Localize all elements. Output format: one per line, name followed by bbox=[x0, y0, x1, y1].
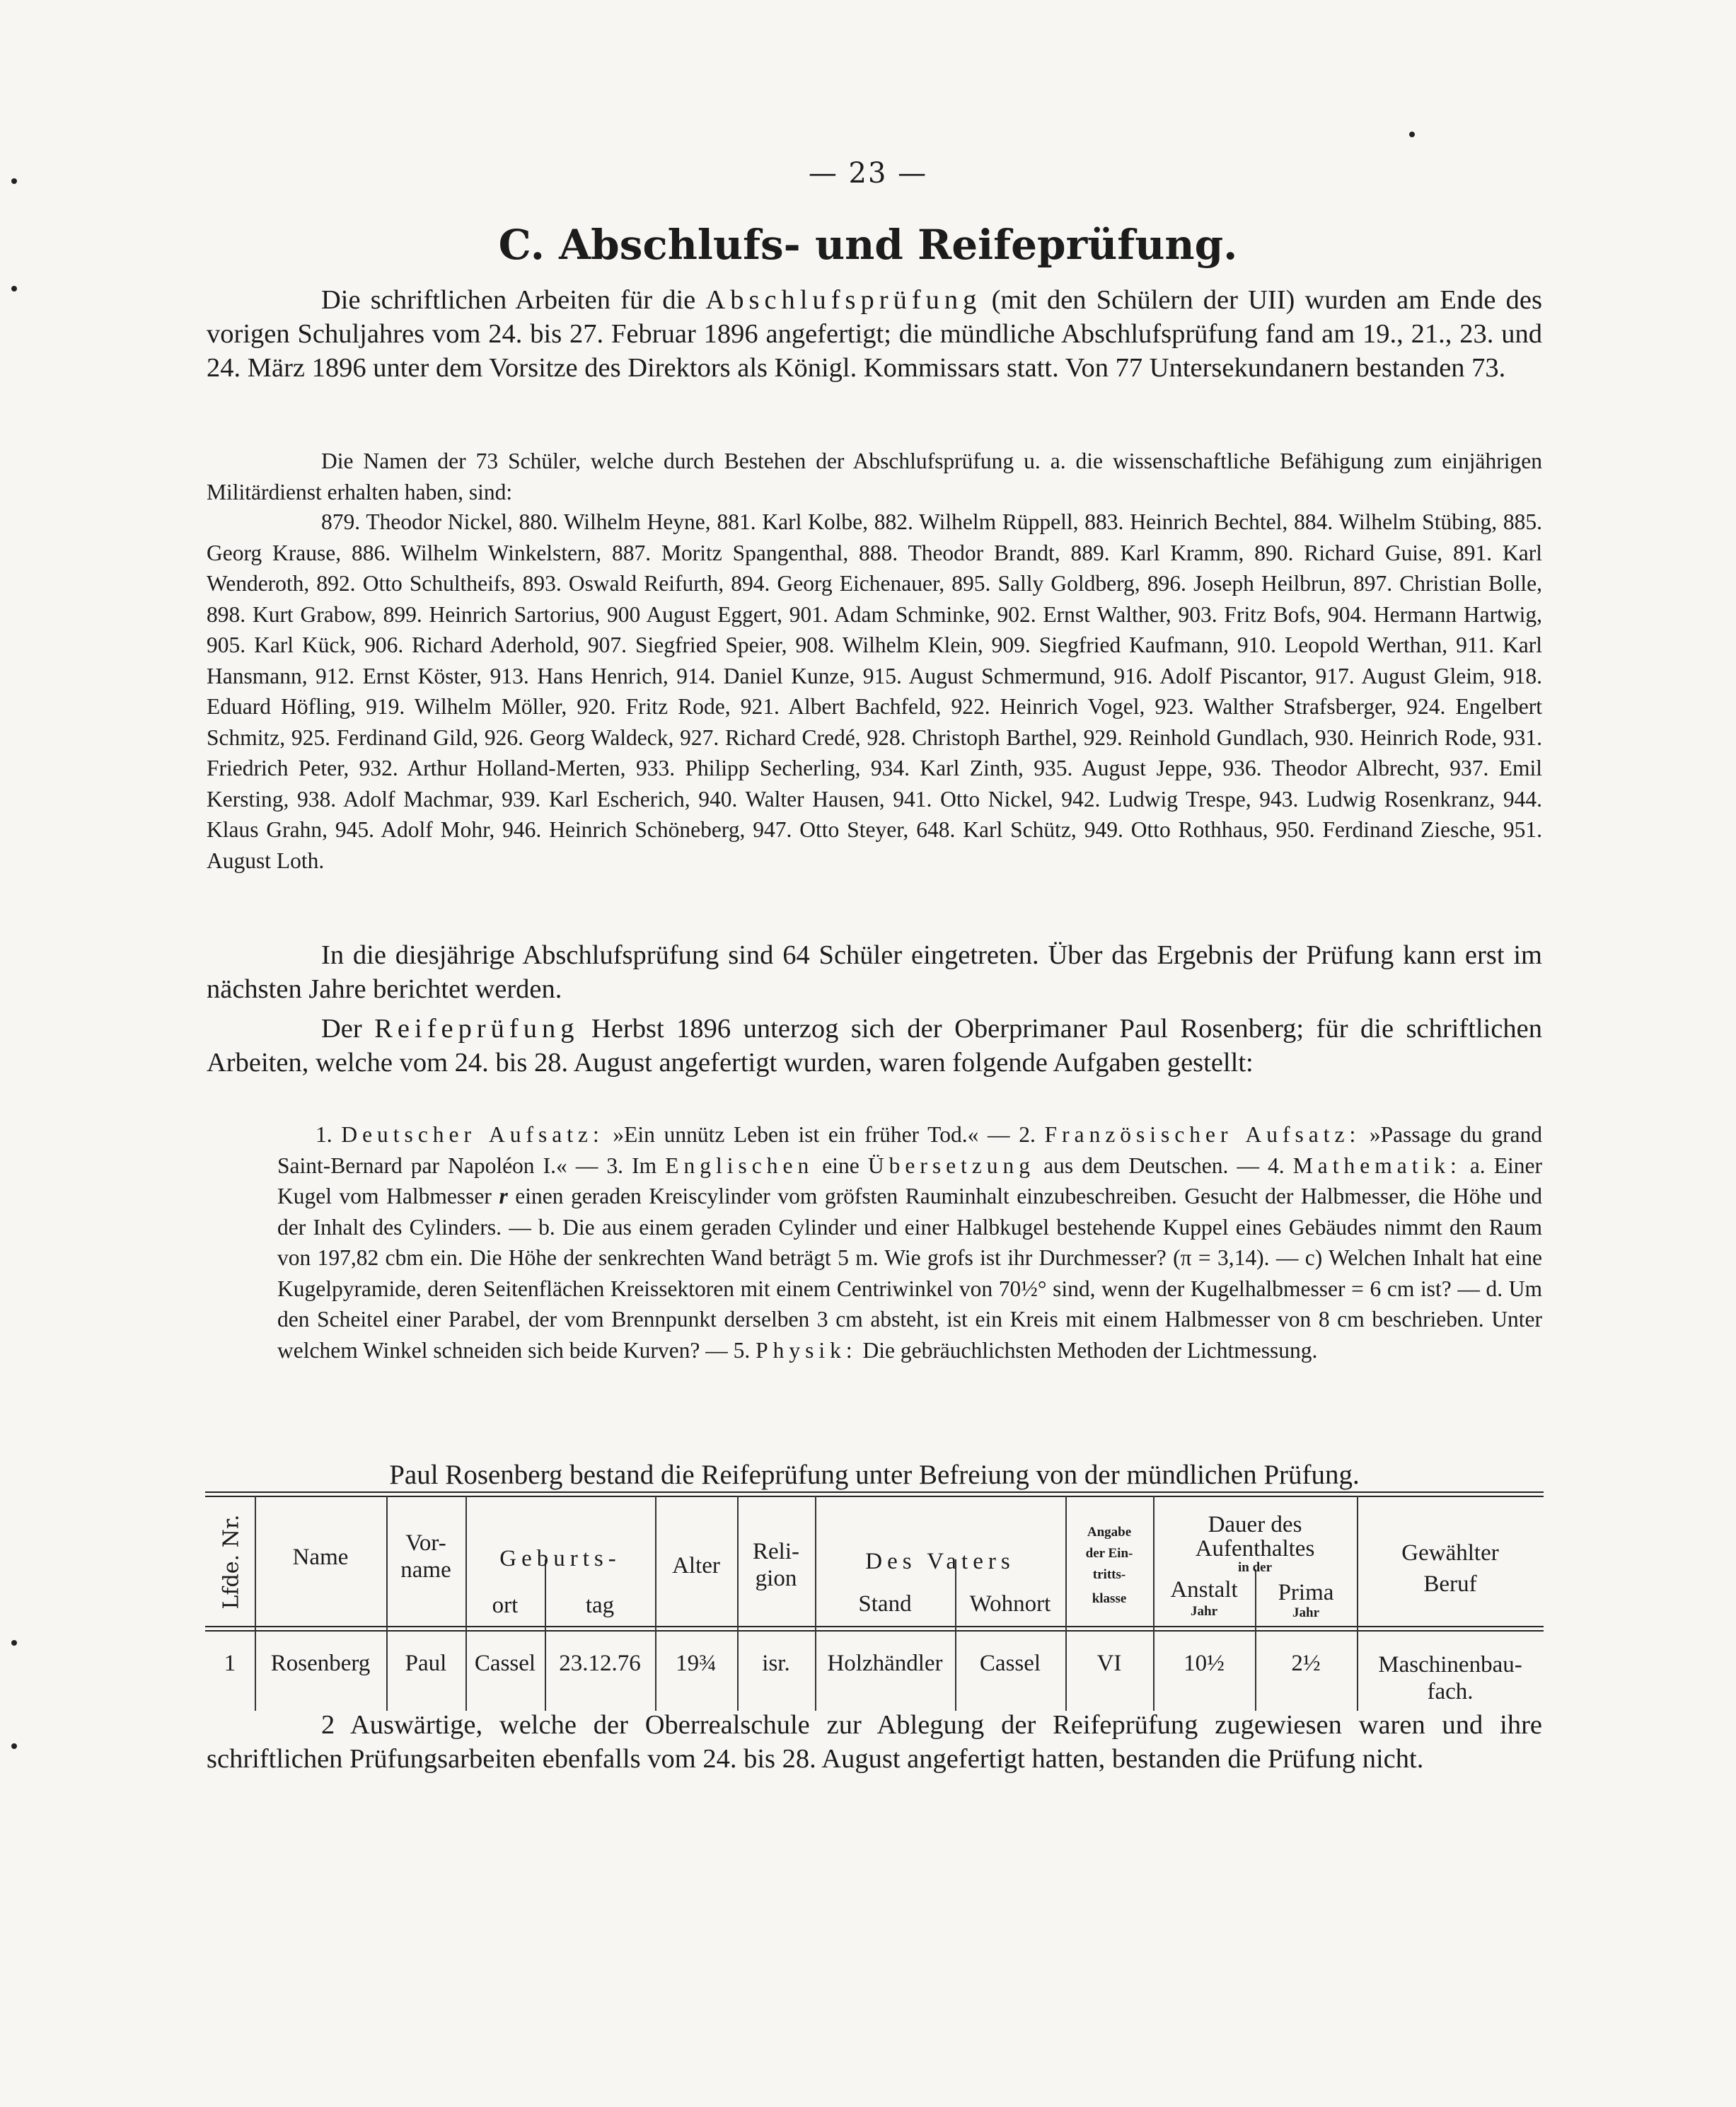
task-2-text: »Passage du grand Saint-Bernard par Napoléon I.« — 3. Im bbox=[277, 1122, 1543, 1178]
p1-text-continued: (mit den Schülern der UII) wurden am Ende des vorigen Schuljahres vom 24. bis 27. Februar 1896 angefertigt; die mündliche Abschlufsprüfung fand am 19., 21., 23. und 24. März 1896 unter dem Vorsitze des Direktors als Königl. Kommissars statt. Von 77 Untersekundanern bestanden 73. bbox=[207, 285, 1542, 383]
row-religion: isr. bbox=[762, 1651, 790, 1676]
row-alter: 19¾ bbox=[676, 1651, 717, 1676]
row-geburtsort: Cassel bbox=[474, 1651, 536, 1676]
header-dauer-1: Dauer des bbox=[1208, 1512, 1302, 1537]
table-top-rule bbox=[205, 1491, 1544, 1493]
paragraph-external-candidates: 2 Auswärtige, welche der Oberrealschule zur Ablegung der Reifeprüfung zugewiesen waren und ihre schriftlichen Prüfungsarbeiten ebenfalls vom 24. bis 28. August angefertigt hatten, bestanden die Prüfung nicht. bbox=[207, 1710, 1542, 1774]
paragraph-reifepruefung bbox=[207, 1012, 1542, 1080]
header-wohnort: Wohnort bbox=[969, 1591, 1051, 1617]
paragraph-current-exam: In die diesjährige Abschlufsprüfung sind 64 Schüler eingetreten. Über das Ergebnis der Prüfung kann erst im nächsten Jahre berichtet werden. bbox=[207, 940, 1542, 1004]
header-eintritt-3: tritts- bbox=[1092, 1567, 1126, 1582]
table-header-rule bbox=[205, 1626, 1544, 1627]
col-divider bbox=[255, 1496, 256, 1711]
header-eintritt-4: klasse bbox=[1092, 1591, 1127, 1606]
p4-text: Der bbox=[321, 1014, 375, 1044]
page-number: — 23 — bbox=[808, 157, 928, 190]
header-eintritt-1: Angabe bbox=[1087, 1525, 1132, 1540]
col-divider bbox=[737, 1496, 739, 1711]
col-divider bbox=[386, 1496, 388, 1711]
speck-mark bbox=[11, 1743, 17, 1749]
speck-mark bbox=[11, 1640, 17, 1646]
task-5-label: Physik: bbox=[756, 1337, 857, 1363]
header-alter: Alter bbox=[672, 1553, 720, 1578]
task-3-mid: eine bbox=[814, 1153, 868, 1178]
names-list: 879. Theodor Nickel, 880. Wilhelm Heyne, 881. Karl Kolbe, 882. Wilhelm Rüppell, 883. Heinrich Bechtel, 884. Wilhelm Stübing, 885. Georg Krause, 886. Wilhelm Winkelstern, 887. Moritz Spangenthal, 888. Theodor Brandt, 889. Karl Kramm, 890. Richard Guise, 891. Karl Wenderoth, 892. Otto Schultheifs, 893. Oswald Reifurth, 894. Georg Eichenauer, 895. Sally Goldberg, 896. Joseph Heilbrun, 897. Christian Bolle, 898. Kurt Grabow, 899. Heinrich Sartorius, 900 August Eggert, 901. Adam Schminke, 902. Ernst Walther, 903. Fritz Bofs, 904. Hermann Hartwig, 905. Karl Kück, 906. Richard Aderhold, 907. Siegfried Speier, 908. Wilhelm Klein, 909. Siegfried Kaufmann, 910. Leopold Werthan, 911. Karl Hansmann, 912. Ernst Köster, 913. Hans Henrich, 914. Daniel Kunze, 915. August Schmermund, 916. Adolf Piscantor, 917. August Gleim, 918. Eduard Höfling, 919. Wilhelm Möller, 920. Fritz Rode, 921. Albert Bachfeld, 922. Heinrich Vogel, 923. Walther Strafsberger, 924. Engelbert Schmitz, 925. Ferdinand Gild, 926. Georg Waldeck, 927. Richard Credé, 928. Christoph Barthel, 929. Reinhold Gundlach, 930. Heinrich Rode, 931. Friedrich Peter, 932. Arthur Holland-Merten, 933. Philipp Secherling, 934. Karl Zinth, 935. August Jeppe, 936. Theodor Albrecht, 937. Emil Kersting, 938. Adolf Machmar, 939. Karl Escherich, 940. Walter Hausen, 941. Otto Nickel, 942. Ludwig Trespe, 943. Ludwig Rosenkranz, 944. Klaus Grahn, 945. Adolf Mohr, 946. Heinrich Schöneberg, 947. Otto Steyer, 648. Karl Schütz, 949. Otto Rothhaus, 950. Ferdinand Ziesche, 951. August Loth. bbox=[207, 509, 1542, 873]
task-2-label: Französischer Aufsatz: bbox=[1044, 1122, 1361, 1147]
task-3-label-2: Übersetzung bbox=[867, 1153, 1036, 1178]
task-1-label: Deutscher Aufsatz: bbox=[341, 1122, 604, 1147]
task-1-number: 1. bbox=[316, 1122, 342, 1147]
p4-spaced-term: Reifeprüfung bbox=[374, 1014, 579, 1044]
p4-text-continued: Herbst 1896 unterzog sich der Oberprimaner Paul Rosenberg; für die schriftlichen Arbeiten, welche vom 24. bis 28. August angefertigt wurden, waren folgende Aufgaben gestellt: bbox=[207, 1014, 1542, 1078]
task-4-text-a: a. Einer Kugel vom Halbmesser bbox=[277, 1153, 1542, 1208]
header-dauer-2: Aufenthaltes bbox=[1195, 1536, 1315, 1562]
section-title: C. Abschlufs- und Reifeprüfung. bbox=[498, 221, 1238, 269]
header-tag: tag bbox=[585, 1593, 615, 1618]
header-geburts: Geburts- bbox=[499, 1546, 621, 1571]
header-lfde-nr: Lfde. Nr. bbox=[219, 1514, 244, 1610]
task-4-variable: r bbox=[499, 1184, 508, 1208]
col-divider bbox=[545, 1559, 546, 1711]
speck-mark bbox=[11, 286, 17, 291]
table-heading: Paul Rosenberg bestand die Reifeprüfung unter Befreiung von der mündlichen Prüfung. bbox=[389, 1460, 1360, 1490]
row-vorname: Paul bbox=[405, 1651, 447, 1676]
table-top-rule-2 bbox=[205, 1496, 1544, 1497]
p1-spaced-term: Abschlufsprüfung bbox=[705, 285, 982, 315]
col-divider bbox=[955, 1559, 956, 1711]
col-divider bbox=[655, 1496, 656, 1711]
row-stand: Holzhändler bbox=[827, 1651, 943, 1676]
header-beruf-1: Gewählter bbox=[1401, 1540, 1499, 1566]
task-3-label: Englischen bbox=[665, 1153, 814, 1178]
task-2-number: 2. bbox=[1019, 1122, 1045, 1147]
header-name: Name bbox=[292, 1545, 349, 1570]
header-dauer-3: in der bbox=[1237, 1560, 1273, 1575]
header-prima-jahr: Jahr bbox=[1292, 1605, 1319, 1620]
row-wohnort: Cassel bbox=[979, 1651, 1041, 1676]
row-beruf-2: fach. bbox=[1427, 1679, 1474, 1704]
row-anstalt: 10½ bbox=[1184, 1651, 1225, 1676]
header-vorname-2: name bbox=[400, 1557, 451, 1583]
table-header-rule-2 bbox=[205, 1630, 1544, 1632]
exam-tasks bbox=[277, 1119, 1542, 1366]
header-vorname-1: Vor- bbox=[405, 1530, 446, 1556]
exam-results-table bbox=[205, 1491, 1544, 1711]
task-1-text: »Ein unnütz Leben ist ein früher Tod.« — bbox=[603, 1122, 1019, 1147]
task-5-text: Die gebräuchlichsten Methoden der Lichtmessung. bbox=[857, 1337, 1318, 1363]
header-ort: ort bbox=[492, 1593, 519, 1618]
header-des-vaters: Des Vaters bbox=[865, 1549, 1015, 1574]
header-eintritt-2: der Ein- bbox=[1085, 1546, 1133, 1561]
row-prima: 2½ bbox=[1291, 1651, 1321, 1676]
task-4-label: Mathematik: bbox=[1292, 1153, 1462, 1178]
task-3-text: aus dem Deutschen. — 4. bbox=[1035, 1153, 1293, 1178]
task-4-text-b: einen geraden Kreiscylinder vom gröfsten Rauminhalt einzubeschreiben. Gesucht der Halbmesser, die Höhe und der Inhalt des Cylinders. — b. Die aus einem geraden Cylinder und einer Halbkugel bestehende Kuppel eines Gebäudes nimmt den Raum von 197,82 cbm ein. Die Höhe der senkrechten Wand beträgt 5 m. Wie grofs ist ihr Durchmesser? (π = 3,14). — c) Welchen Inhalt hat eine Kugelpyramide, deren Seitenflächen Kreissektoren mit einem Centriwinkel von 70½° sind, wenn der Kugelhalbmesser = 6 cm ist? — d. Um den Scheitel einer Parabel, der vom Brennpunkt derselben 3 cm absteht, ist ein Kreis mit einem Halbmesser von 8 cm beschrieben. Unter welchem Winkel schneiden sich beide Kurven? — 5. bbox=[277, 1184, 1543, 1363]
header-stand: Stand bbox=[858, 1591, 912, 1617]
row-geburtstag: 23.12.76 bbox=[559, 1651, 641, 1676]
p1-text: Die schriftlichen Arbeiten für die bbox=[321, 285, 706, 315]
header-religion-1: Reli- bbox=[753, 1539, 799, 1564]
paragraph-names-intro: Die Namen der 73 Schüler, welche durch Bestehen der Abschlufsprüfung u. a. die wissenschaftliche Befähigung zum einjährigen Militärdienst erhalten haben, sind: bbox=[207, 449, 1542, 504]
row-beruf-1: Maschinenbau- bbox=[1378, 1652, 1522, 1678]
header-beruf-2: Beruf bbox=[1423, 1571, 1477, 1597]
row-name: Rosenberg bbox=[270, 1651, 371, 1676]
row-nr: 1 bbox=[224, 1651, 236, 1676]
header-anstalt: Anstalt bbox=[1170, 1577, 1238, 1603]
header-religion-2: gion bbox=[755, 1566, 797, 1591]
speck-mark bbox=[1409, 132, 1415, 137]
header-prima: Prima bbox=[1278, 1580, 1334, 1605]
paragraph-abschluss-intro bbox=[207, 283, 1542, 385]
header-anstalt-jahr: Jahr bbox=[1191, 1604, 1217, 1619]
row-eintrittsklasse: VI bbox=[1096, 1651, 1122, 1676]
